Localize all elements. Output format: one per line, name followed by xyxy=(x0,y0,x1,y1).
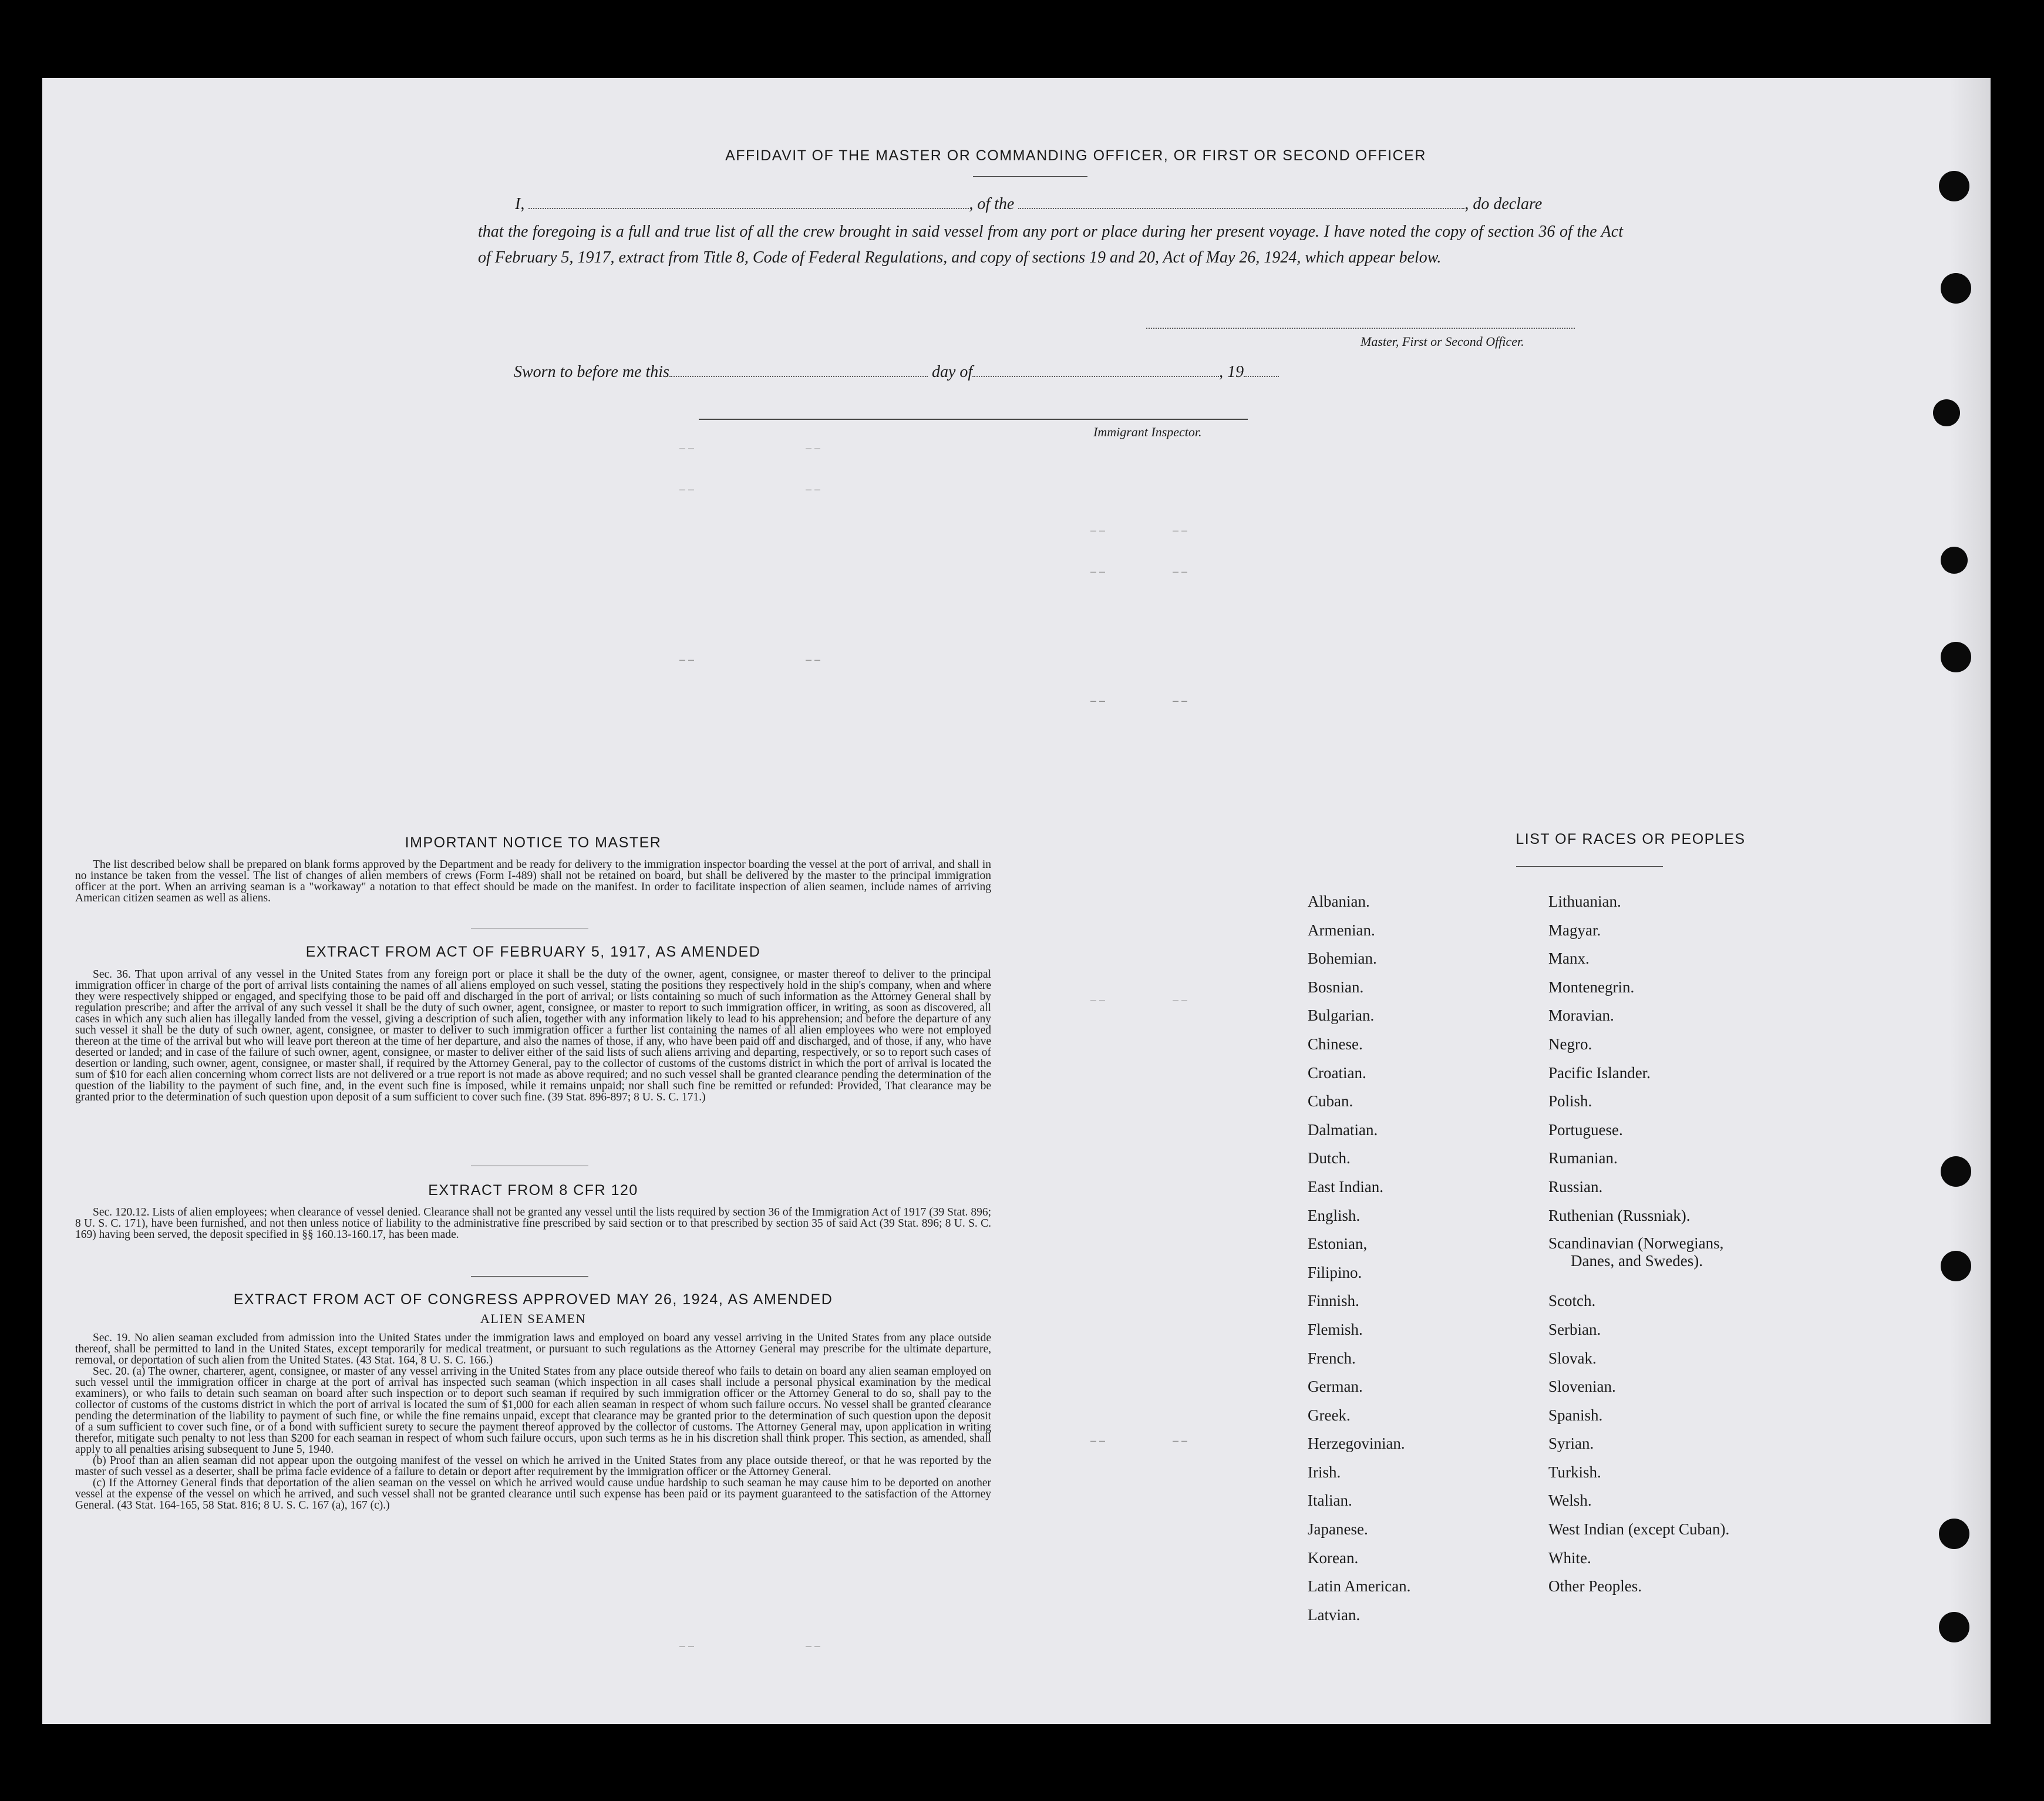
notice-title: IMPORTANT NOTICE TO MASTER xyxy=(405,834,662,851)
signature-line[interactable] xyxy=(1146,328,1575,329)
race-item: Greek. xyxy=(1308,1406,1351,1424)
race-item: Magyar. xyxy=(1548,921,1601,939)
race-item: Latvian. xyxy=(1308,1605,1361,1624)
bleed-mark: – – xyxy=(1090,695,1106,706)
race-item: Montenegrin. xyxy=(1548,978,1635,996)
race-item: Armenian. xyxy=(1308,921,1375,939)
race-item: Italian. xyxy=(1308,1492,1352,1510)
race-item-line: Danes, and Swedes). xyxy=(1571,1252,1703,1270)
race-item: Cuban. xyxy=(1308,1092,1353,1110)
race-item: Welsh. xyxy=(1548,1492,1592,1510)
sworn-day-blank[interactable] xyxy=(669,362,928,377)
race-item: Albanian. xyxy=(1308,893,1370,910)
race-item-scandinavian xyxy=(1548,1230,1729,1287)
race-item: Irish. xyxy=(1308,1463,1341,1481)
sec20a-paragraph: Sec. 20. (a) The owner, charterer, agent, consignee, or master of any vessel arriving in the United States from any place outside thereof who fails to detain on board any alien seaman employed on such vessel until the immigration officer in charge at the port of arrival has inspected such seaman (which inspection in all cases shall include a personal physical examination by the medical examiners), or who fails to detain such seaman on board after such inspection or to deport such seaman if required by such immigration officer or the Attorney General to do so, shall pay to the collector of customs of the customs district in which the port of arrival is located the sum of $1,000 for each alien seaman in respect of whom such failure occurs. No vessel shall be granted clearance pending the determination of the liability to payment of such fine, or while the fine remains unpaid, except that clearance may be granted prior to the determination of such question upon the deposit of a sum sufficient to cover such fine, or of a bond with sufficient surety to secure the payment thereof approved by the collector of customs. The Attorney General may, upon application in writing therefor, mitigate such penalty to not less than $200 for each seaman in respect of whom such failure occurs, upon such terms as he in his discretion shall think proper. This section, as amended, shall apply to all penalties arising subsequent to June 5, 1940. xyxy=(75,1365,991,1456)
race-item: Manx. xyxy=(1548,950,1590,968)
bleed-mark: – – xyxy=(1173,1435,1188,1446)
race-item: Portuguese. xyxy=(1548,1120,1623,1139)
sec-120-12-paragraph: Sec. 120.12. Lists of alien employees; when clearance of vessel denied. Clearance shall not be granted any vessel until the lists required by section 36 of the Immigration Act of 1917 (39 Stat. 896; 8 U. S. C. 171), have been furnished, and not then unless notice of liability to the administrative fine prescribed by said section or to that prescribed by section 35 of said Act (39 Stat. 896; 8 U. S. C. 169) having been served, the deposit specified in §§ 160.13-160.17, has been made. xyxy=(75,1206,991,1241)
extract-cfr-body xyxy=(75,1207,991,1240)
bleed-mark: – – xyxy=(679,442,695,454)
race-item-line: Scandinavian (Norwegians, xyxy=(1548,1234,1724,1253)
bleed-mark: – – xyxy=(1090,524,1106,536)
race-item: German. xyxy=(1308,1378,1363,1396)
affidavit-body: that the foregoing is a full and true list of all the crew brought in said vessel from any port or place during her present voyage. I have noted the copy of section 36 of the Act of February 5, 1917, extract from Title 8, Code of Federal Regulations, and copy of sections 19 and 20, Act of May 26, 1924, which appear below. xyxy=(478,223,1623,267)
sworn-prefix: Sworn to before me this xyxy=(514,363,669,381)
race-item: Spanish. xyxy=(1548,1406,1603,1424)
race-item: White. xyxy=(1548,1548,1591,1567)
extract-1924-body xyxy=(75,1332,991,1511)
inspector-signature-line[interactable] xyxy=(699,419,1248,420)
races-divider xyxy=(1516,866,1663,867)
declare-label: , do declare xyxy=(1464,195,1543,213)
race-item: Syrian. xyxy=(1548,1435,1594,1453)
races-left-column xyxy=(1308,887,1410,1629)
race-item: Croatian. xyxy=(1308,1063,1366,1082)
bleed-mark: – – xyxy=(1090,565,1106,577)
punch-hole xyxy=(1941,1251,1971,1281)
notice-body xyxy=(75,859,991,904)
punch-hole xyxy=(1933,399,1960,426)
punch-hole xyxy=(1939,171,1969,201)
bleed-mark: – – xyxy=(1173,524,1188,536)
bleed-mark: – – xyxy=(806,654,821,665)
sec36-paragraph: Sec. 36. That upon arrival of any vessel in the United States from any foreign port or place it shall be the duty of the owner, agent, consignee, or master thereof to deliver to the principal immigration officer in charge of the port of arrival lists containing the names of all aliens employed on such vessel, stating the positions they respectively hold in the ship's company, when and where they were respectively shipped or engaged, and specifying those to be paid off and discharged in the port of arrival; or lists containing so much of such information as the Attorney General shall by regulation prescribe; and after the arrival of any such vessel it shall be the duty of such owner, agent, consignee, or master to report to such immigration officer, in writing, as soon as discovered, all cases in which any such alien has illegally landed from the vessel, giving a description of such alien, together with any information likely to lead to his apprehension; and before the departure of any such vessel it shall be the duty of such owner, agent, consignee, or master to deliver to such immigration officer a further list containing the names of all alien employees who were not employed thereon at the time of the arrival but who will leave port thereon at the time of her departure, and also the names of those, if any, who have been paid off and discharged, and of those, if any, who have deserted or landed; and in case of the failure of such owner, agent, consignee, or master to deliver either of the said lists of such aliens arriving and departing, respectively, or so to report such cases of desertion or landing, such owner, agent, consignee, or master shall, if required by the Attorney General, pay to the collector of customs of the customs district in which the port of arrival is located the sum of $10 for each alien concerning whom correct lists are not delivered or a true report is not made as above required; and no such vessel shall be granted clearance pending the determination of the question of the liability to the payment of such fine, and, in the event such fine is imposed, while it remains unpaid; nor shall such fine be remitted or refunded: Provided, That clearance may be granted prior to the determination of such question upon deposit of a sum sufficient to cover such fine. (39 Stat. 896-897; 8 U. S. C. 171.) xyxy=(75,968,991,1103)
bleed-mark: – – xyxy=(1090,994,1106,1006)
bleed-mark: – – xyxy=(679,1640,695,1652)
sworn-line xyxy=(514,362,1279,382)
race-item: Estonian, xyxy=(1308,1235,1368,1253)
race-item: Filipino. xyxy=(1308,1263,1362,1281)
sec20c-paragraph: (c) If the Attorney General finds that deportation of the alien seaman on the vessel on which he arrived would cause undue hardship to such seaman he may cause him to be deported on another vessel at the expense of the vessel on which he arrived, and such vessel shall not be granted clearance until such expense has been paid or its payment guaranteed to the satisfaction of the Attorney General. (43 Stat. 164-165, 58 Stat. 816; 8 U. S. C. 167 (a), 167 (c).) xyxy=(75,1477,991,1512)
race-item: Russian. xyxy=(1548,1177,1603,1196)
form-page xyxy=(42,78,1991,1724)
notice-paragraph: The list described below shall be prepared on blank forms approved by the Department and be ready for delivery to the immigration inspector boarding the vessel at the port of arrival, and shall in no instance be taken from the vessel. The list of changes of alien members of crews (Form I-489) shall not be retained on board, but shall be delivered by the master to the principal immigration officer at the port. When an arriving seaman is a "workaway" a notation to that effect should be made on the manifest. In order to facilitate inspection of alien seamen, include names of arriving American citizen seamen as well as aliens. xyxy=(75,859,991,904)
race-item: Negro. xyxy=(1548,1035,1592,1053)
day-of-label: day of xyxy=(931,363,973,381)
punch-hole xyxy=(1941,642,1971,672)
extract-1924-title: EXTRACT FROM ACT OF CONGRESS APPROVED MAY 26, 1924, AS AMENDED xyxy=(233,1291,833,1308)
affidavit-first-line xyxy=(515,194,1542,214)
race-item: Slovak. xyxy=(1548,1349,1597,1367)
extract-1917-title: EXTRACT FROM ACT OF FEBRUARY 5, 1917, AS AMENDED xyxy=(305,944,761,960)
race-item: Rumanian. xyxy=(1548,1149,1618,1167)
race-item: Flemish. xyxy=(1308,1320,1363,1338)
name-blank[interactable] xyxy=(528,194,969,209)
affidavit-title: AFFIDAVIT OF THE MASTER OR COMMANDING OFFICER, OR FIRST OR SECOND OFFICER xyxy=(725,147,1426,164)
race-item: English. xyxy=(1308,1206,1361,1224)
year-label: , 19 xyxy=(1219,363,1244,381)
race-item: Bulgarian. xyxy=(1308,1006,1375,1025)
bleed-mark: – – xyxy=(806,483,821,495)
race-item: French. xyxy=(1308,1349,1356,1367)
race-item: Herzegovinian. xyxy=(1308,1435,1405,1453)
punch-hole xyxy=(1939,1612,1969,1642)
bleed-mark: – – xyxy=(1090,1435,1106,1446)
alien-seamen-subtitle: ALIEN SEAMEN xyxy=(480,1311,586,1326)
race-item: Serbian. xyxy=(1548,1320,1601,1338)
sworn-month-blank[interactable] xyxy=(972,362,1219,377)
races-right-column xyxy=(1548,887,1729,1601)
race-item: East Indian. xyxy=(1308,1177,1383,1196)
race-item: Turkish. xyxy=(1548,1463,1601,1481)
bleed-mark: – – xyxy=(679,654,695,665)
race-item: Polish. xyxy=(1548,1092,1592,1110)
sworn-year-blank[interactable] xyxy=(1244,362,1279,377)
bleed-mark: – – xyxy=(1173,565,1188,577)
bleed-mark: – – xyxy=(1173,695,1188,706)
title-divider xyxy=(973,176,1087,177)
extract-cfr-divider xyxy=(471,1276,588,1277)
of-the-label: , of the xyxy=(969,195,1015,213)
race-item: Finnish. xyxy=(1308,1292,1359,1310)
bleed-mark: – – xyxy=(1173,994,1188,1006)
race-item: Scotch. xyxy=(1548,1292,1596,1310)
race-item: Pacific Islander. xyxy=(1548,1063,1651,1082)
vessel-blank[interactable] xyxy=(1018,194,1464,209)
race-item: Latin American. xyxy=(1308,1577,1411,1595)
race-item: Lithuanian. xyxy=(1548,893,1621,910)
bleed-mark: – – xyxy=(806,442,821,454)
inspector-label: Immigrant Inspector. xyxy=(1093,425,1202,439)
extract-cfr-title: EXTRACT FROM 8 CFR 120 xyxy=(428,1182,638,1199)
punch-hole xyxy=(1941,1156,1971,1187)
race-item: Other Peoples. xyxy=(1548,1577,1642,1595)
race-item: Bohemian. xyxy=(1308,950,1377,968)
race-item: Chinese. xyxy=(1308,1035,1363,1053)
bleed-mark: – – xyxy=(806,1640,821,1652)
races-title: LIST OF RACES OR PEOPLES xyxy=(1516,831,1746,847)
race-item: Dalmatian. xyxy=(1308,1120,1378,1139)
race-item: Ruthenian (Russniak). xyxy=(1548,1206,1691,1224)
punch-hole xyxy=(1941,273,1971,304)
race-item: Slovenian. xyxy=(1548,1378,1616,1396)
i-label: I, xyxy=(515,195,525,213)
race-item: Bosnian. xyxy=(1308,978,1364,996)
extract-1917-body xyxy=(75,969,991,1103)
race-item: Japanese. xyxy=(1308,1520,1368,1539)
bleed-mark: – – xyxy=(679,483,695,495)
race-item: Moravian. xyxy=(1548,1006,1614,1025)
sec19-paragraph: Sec. 19. No alien seaman excluded from admission into the United States under the immigration laws and employed on board any vessel arriving in the United States from any place outside thereof, shall be permitted to land in the United States, except temporarily for medical treatment, or pursuant to such regulations as the Attorney General may prescribe for the ultimate departure, removal, or deportation of such alien from the United States. (43 Stat. 164, 8 U. S. C. 166.) xyxy=(75,1332,991,1366)
race-item: West Indian (except Cuban). xyxy=(1548,1520,1730,1539)
race-item: Korean. xyxy=(1308,1548,1359,1567)
sec20b-paragraph: (b) Proof than an alien seaman did not appear upon the outgoing manifest of the vessel on which he arrived in the United States from any place outside thereof, or that he was reported by the master of such vessel as a deserter, shall be prima facie evidence of a failure to detain or deport after requirement by the immigration officer or the Attorney General. xyxy=(75,1455,991,1478)
punch-hole xyxy=(1941,547,1968,574)
race-item: Dutch. xyxy=(1308,1149,1351,1167)
signature-label: Master, First or Second Officer. xyxy=(1361,334,1524,349)
punch-hole xyxy=(1939,1519,1969,1549)
